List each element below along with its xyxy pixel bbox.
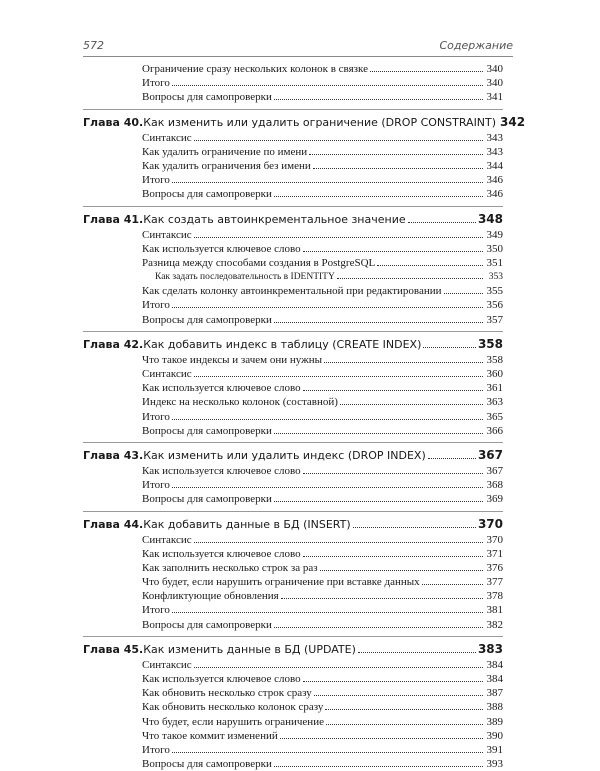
toc-entry[interactable] [83, 658, 503, 672]
dot-leader [274, 618, 483, 628]
toc-entry-title: Итого [142, 77, 170, 90]
table-of-contents [83, 62, 526, 771]
dot-leader [313, 159, 483, 169]
toc-entry-title: Как удалить ограничения без имени [142, 159, 311, 172]
toc-entry-page: 393 [486, 758, 503, 771]
dot-leader [274, 492, 483, 502]
dot-leader [428, 447, 476, 459]
dot-leader [326, 715, 483, 725]
toc-entry-title: Итого [142, 410, 170, 423]
toc-entry-page: 389 [486, 715, 503, 728]
toc-entry[interactable] [83, 618, 503, 632]
chapter-heading[interactable] [83, 641, 503, 658]
toc-entry-title: Синтаксис [142, 131, 192, 144]
toc-entry-title: Ограничение сразу нескольких колонок в связке [142, 63, 368, 75]
dot-leader [194, 131, 483, 141]
chapter-title: Как создать автоинкрементальное значение [143, 212, 406, 226]
chapter-page: 342 [500, 114, 526, 129]
chapter-block [83, 206, 503, 327]
lead-block [83, 62, 503, 105]
dot-leader [274, 187, 483, 197]
toc-entry-title: Итого [142, 299, 170, 312]
toc-entry[interactable] [83, 589, 503, 603]
dot-leader [172, 173, 483, 183]
toc-entry-title: Как используется ключевое слово [142, 673, 301, 685]
chapter-heading[interactable] [83, 447, 503, 464]
dot-leader [303, 242, 483, 252]
chapter-heading[interactable] [83, 336, 503, 353]
chapter-block [83, 511, 503, 632]
toc-entry-title: Вопросы для самопроверки [142, 424, 272, 437]
toc-entry-title: Что такое индексы и зачем они нужны [142, 353, 322, 366]
toc-entry-page: 350 [486, 242, 503, 255]
chapter-heading[interactable] [83, 211, 503, 228]
chapter-block [83, 109, 526, 202]
toc-entry-page: 340 [486, 63, 503, 75]
toc-entry-page: 346 [486, 188, 503, 201]
toc-entry[interactable] [83, 672, 503, 686]
toc-entry-page: 369 [486, 493, 503, 506]
dot-leader [353, 516, 476, 528]
toc-entry[interactable] [83, 561, 503, 575]
toc-entry-page: 371 [486, 547, 503, 560]
dot-leader [194, 658, 483, 668]
dot-leader [274, 424, 483, 434]
toc-entry[interactable] [83, 715, 503, 729]
chapter-number: Глава 42. [83, 337, 144, 351]
dot-leader [337, 270, 483, 279]
toc-entry[interactable] [83, 298, 503, 312]
toc-entry[interactable] [83, 464, 503, 478]
dot-leader [172, 478, 483, 488]
dot-leader [281, 589, 483, 599]
dot-leader [274, 313, 483, 323]
toc-entry-title: Вопросы для самопроверки [142, 493, 272, 506]
toc-subentry[interactable] [83, 270, 503, 284]
toc-entry[interactable] [83, 159, 503, 173]
dot-leader [377, 256, 483, 266]
chapter-page: 358 [477, 336, 503, 351]
toc-entry-title: Индекс на несколько колонок (составной) [142, 396, 338, 409]
toc-entry-title: Синтаксис [142, 658, 192, 671]
toc-entry-page: 390 [486, 729, 503, 742]
dot-leader [303, 547, 483, 557]
dot-leader [324, 353, 483, 363]
toc-entry-page: 351 [486, 256, 503, 269]
toc-entry-page: 388 [486, 701, 503, 714]
toc-entry-title: Итого [142, 743, 170, 756]
chapter-heading[interactable] [83, 516, 503, 533]
page-header [83, 38, 513, 57]
toc-entry-title: Как обновить несколько строк сразу [142, 687, 312, 700]
chapter-number: Глава 41. [83, 212, 144, 226]
dot-leader [172, 298, 483, 308]
toc-entry-page: 377 [486, 576, 503, 589]
toc-entry-title: Как используется ключевое слово [142, 547, 301, 560]
toc-entry-title: Вопросы для самопроверки [142, 313, 272, 326]
dot-leader [172, 76, 483, 86]
toc-entry[interactable] [83, 757, 503, 771]
toc-entry[interactable] [83, 700, 503, 714]
toc-entry[interactable] [83, 256, 503, 270]
toc-entry-page: 387 [486, 687, 503, 700]
toc-entry[interactable] [83, 533, 503, 547]
toc-entry-title: Как используется ключевое слово [142, 464, 301, 477]
toc-entry-title: Вопросы для самопроверки [142, 91, 272, 104]
toc-entry-title: Итого [142, 479, 170, 492]
toc-entry[interactable] [83, 62, 503, 76]
dot-leader [370, 62, 483, 72]
toc-entry-page: 361 [486, 382, 503, 395]
toc-entry-title: Разница между способами создания в PostgreSQL [142, 256, 376, 269]
toc-entry-title: Что такое коммит изменений [142, 729, 278, 742]
toc-entry[interactable] [83, 242, 503, 256]
toc-entry-page: 349 [486, 228, 503, 241]
toc-entry-page: 391 [486, 743, 503, 756]
toc-entry-page: 360 [486, 368, 503, 380]
toc-entry-page: 363 [486, 396, 503, 409]
toc-entry-title: Как задать последовательность в IDENTITY [155, 272, 335, 283]
chapter-title: Как добавить данные в БД (INSERT) [143, 517, 351, 531]
dot-leader [320, 561, 483, 571]
toc-entry-page: 358 [486, 353, 503, 366]
dot-leader [325, 700, 483, 710]
dot-leader [194, 533, 483, 543]
chapter-title: Как изменить данные в БД (UPDATE) [143, 642, 356, 656]
chapter-number: Глава 43. [83, 448, 144, 462]
toc-entry[interactable] [83, 603, 503, 617]
toc-entry[interactable] [83, 187, 503, 201]
toc-entry-title: Что будет, если нарушить ограничение при вставке данных [142, 576, 420, 589]
toc-entry-title: Вопросы для самопроверки [142, 618, 272, 631]
dot-leader [444, 284, 483, 294]
toc-entry-page: 357 [486, 313, 503, 326]
toc-entry[interactable] [83, 575, 503, 589]
toc-entry[interactable] [83, 173, 503, 187]
toc-entry[interactable] [83, 367, 503, 381]
toc-entry[interactable] [83, 743, 503, 757]
toc-entry-title: Итого [142, 174, 170, 187]
toc-entry-page: 384 [486, 673, 503, 685]
toc-entry-page: 365 [486, 410, 503, 423]
chapter-heading[interactable] [83, 114, 526, 131]
dot-leader [358, 641, 476, 653]
toc-entry[interactable] [83, 284, 503, 298]
toc-entry-title: Синтаксис [142, 368, 192, 380]
toc-entry-page: 367 [486, 464, 503, 477]
chapter-block [83, 442, 503, 507]
toc-entry-title: Как заполнить несколько строк за раз [142, 561, 318, 574]
toc-entry-title: Как обновить несколько колонок сразу [142, 701, 324, 714]
toc-entry[interactable] [83, 228, 503, 242]
toc-entry-title: Вопросы для самопроверки [142, 188, 272, 201]
chapter-page: 348 [477, 211, 503, 226]
toc-entry-title: Как используется ключевое слово [142, 242, 301, 255]
toc-entry-page: 366 [486, 424, 503, 437]
toc-entry-page: 370 [486, 533, 503, 546]
toc-entry[interactable] [83, 492, 503, 506]
toc-entry-title: Как сделать колонку автоинкрементальной при редактировании [142, 285, 442, 298]
toc-entry-title: Как удалить ограничение по имени [142, 145, 308, 158]
toc-entry-page: 353 [488, 272, 503, 283]
dot-leader [172, 603, 483, 613]
dot-leader [274, 757, 483, 767]
toc-entry-page: 368 [486, 479, 503, 492]
toc-entry-page: 343 [486, 131, 503, 144]
chapter-page: 367 [477, 447, 503, 462]
dot-leader [423, 336, 476, 348]
dot-leader [309, 145, 483, 155]
toc-entry-page: 346 [486, 174, 503, 187]
toc-entry[interactable] [83, 686, 503, 700]
chapter-block [83, 331, 503, 438]
dot-leader [303, 381, 483, 391]
toc-entry[interactable] [83, 410, 503, 424]
dot-leader [194, 228, 483, 238]
toc-entry[interactable] [83, 478, 503, 492]
dot-leader [303, 464, 483, 474]
dot-leader [274, 90, 483, 100]
chapter-title: Как изменить или удалить ограничение (DROP CONSTRAINT) [143, 115, 497, 129]
toc-entry-page: 343 [486, 145, 503, 158]
toc-entry-title: Синтаксис [142, 228, 192, 241]
toc-entry-title: Синтаксис [142, 533, 192, 546]
dot-leader [303, 672, 483, 682]
toc-entry-page: 381 [486, 604, 503, 617]
toc-entry-page: 356 [486, 299, 503, 312]
chapter-title: Как изменить или удалить индекс (DROP INDEX) [143, 448, 426, 462]
chapter-number: Глава 44. [83, 517, 144, 531]
running-title: Содержание [439, 39, 513, 52]
toc-entry[interactable] [83, 145, 503, 159]
dot-leader [194, 367, 483, 377]
toc-entry-title: Итого [142, 604, 170, 617]
dot-leader [422, 575, 483, 585]
toc-entry-page: 384 [486, 658, 503, 671]
toc-entry-title: Что будет, если нарушить ограничение [142, 715, 324, 728]
chapter-number: Глава 40. [83, 115, 144, 129]
toc-entry[interactable] [83, 729, 503, 743]
chapter-page: 383 [477, 641, 503, 656]
toc-entry-title: Вопросы для самопроверки [142, 758, 272, 771]
toc-entry[interactable] [83, 313, 503, 327]
toc-entry-page: 376 [486, 561, 503, 574]
dot-leader [172, 743, 483, 753]
chapter-title: Как добавить индекс в таблицу (CREATE INDEX) [143, 337, 422, 351]
toc-entry[interactable] [83, 131, 503, 145]
toc-entry[interactable] [83, 424, 503, 438]
toc-entry-title: Конфликтующие обновления [142, 590, 279, 603]
chapter-number: Глава 45. [83, 642, 144, 656]
dot-leader [172, 410, 483, 420]
toc-entry-page: 341 [486, 91, 503, 104]
toc-entry[interactable] [83, 353, 503, 367]
toc-entry[interactable] [83, 381, 503, 395]
toc-entry-page: 340 [486, 77, 503, 90]
chapter-page: 370 [477, 516, 503, 531]
toc-entry[interactable] [83, 547, 503, 561]
dot-leader [314, 686, 483, 696]
toc-entry-page: 378 [486, 590, 503, 603]
toc-entry[interactable] [83, 90, 503, 104]
dot-leader [408, 211, 476, 223]
toc-entry-page: 355 [486, 285, 503, 298]
chapter-block [83, 636, 503, 771]
toc-entry[interactable] [83, 395, 503, 409]
toc-entry-title: Как используется ключевое слово [142, 382, 301, 395]
page-number: 572 [83, 39, 104, 52]
dot-leader [280, 729, 483, 739]
toc-entry-page: 344 [486, 159, 503, 172]
toc-entry[interactable] [83, 76, 503, 90]
dot-leader [340, 395, 483, 405]
toc-entry-page: 382 [486, 618, 503, 631]
